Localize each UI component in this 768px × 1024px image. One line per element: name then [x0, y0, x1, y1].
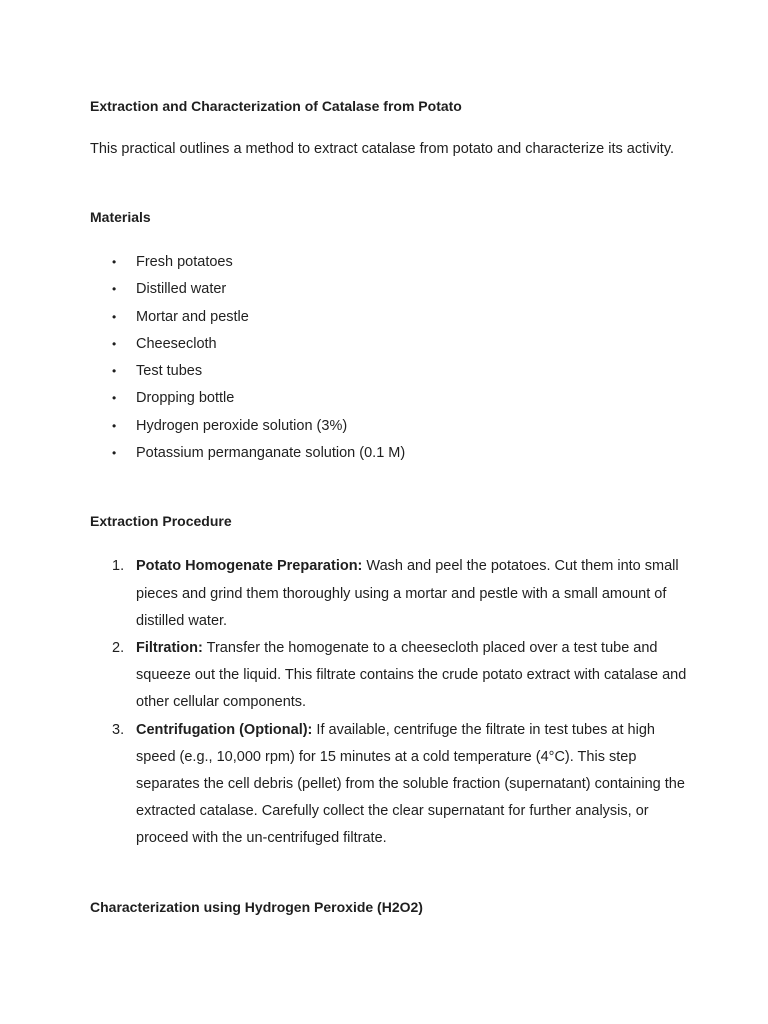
list-item [90, 440, 690, 467]
step-title: Filtration: [136, 639, 203, 656]
bullet-icon: • [112, 282, 117, 297]
bullet-icon: • [112, 309, 117, 324]
material-label: Cheesecloth [136, 335, 217, 352]
list-item [90, 413, 690, 440]
material-label: Hydrogen peroxide solution (3%) [136, 417, 348, 434]
material-label: Potassium permanganate solution (0.1 M) [136, 445, 406, 462]
list-item [90, 276, 690, 303]
material-label: Fresh potatoes [136, 254, 233, 270]
step-title: Centrifugation (Optional): [136, 721, 313, 738]
list-item [90, 304, 690, 331]
procedure-list [90, 553, 690, 852]
bullet-icon: • [112, 446, 117, 461]
procedure-heading: Extraction Procedure [90, 513, 232, 530]
characterization-heading: Characterization using Hydrogen Peroxide (H2O2) [90, 898, 423, 915]
procedure-step [90, 553, 690, 635]
materials-heading: Materials [90, 209, 151, 225]
list-item [90, 331, 690, 358]
bullet-icon: • [112, 364, 117, 379]
bullet-icon: • [112, 255, 117, 269]
list-item [90, 385, 690, 412]
step-text: Wash and peel the potatoes. Cut them into small pieces and grind them thoroughly using a mortar and pestle with a small amount of distilled water. [136, 558, 679, 629]
procedure-step [90, 635, 690, 717]
document-page [90, 96, 690, 939]
step-text: Transfer the homogenate to a cheesecloth placed over a test tube and squeeze out the liquid. This filtrate contains the crude potato extract with catalase and other cellular components. [136, 639, 687, 711]
list-item [90, 249, 690, 276]
step-number: 3. [112, 721, 125, 738]
materials-list [90, 249, 690, 467]
step-number: 2. [112, 639, 125, 656]
material-label: Test tubes [136, 363, 203, 380]
list-item [90, 358, 690, 385]
procedure-step [90, 717, 690, 853]
document-title: Extraction and Characterization of Catalase from Potato [90, 98, 462, 114]
bullet-icon: • [112, 336, 117, 351]
material-label: Dropping bottle [136, 390, 235, 407]
material-label: Distilled water [136, 281, 227, 298]
step-number: 1. [112, 558, 125, 575]
bullet-icon: • [112, 418, 117, 433]
step-title: Potato Homogenate Preparation: [136, 558, 363, 575]
step-text: If available, centrifuge the filtrate in test tubes at high speed (e.g., 10,000 rpm) for 15 minutes at a cold temperature (4°C). This step separates the cell debris (pellet) from the soluble fraction (supernatant) containing the extracted catalase. Carefully collect the clear supernatant for further analysis, or proceed with the un-centrifuged filtrate. [136, 721, 685, 847]
intro-paragraph: This practical outlines a method to extract catalase from potato and characterize its activity. [90, 141, 675, 157]
bullet-icon: • [112, 391, 117, 406]
material-label: Mortar and pestle [136, 308, 249, 325]
